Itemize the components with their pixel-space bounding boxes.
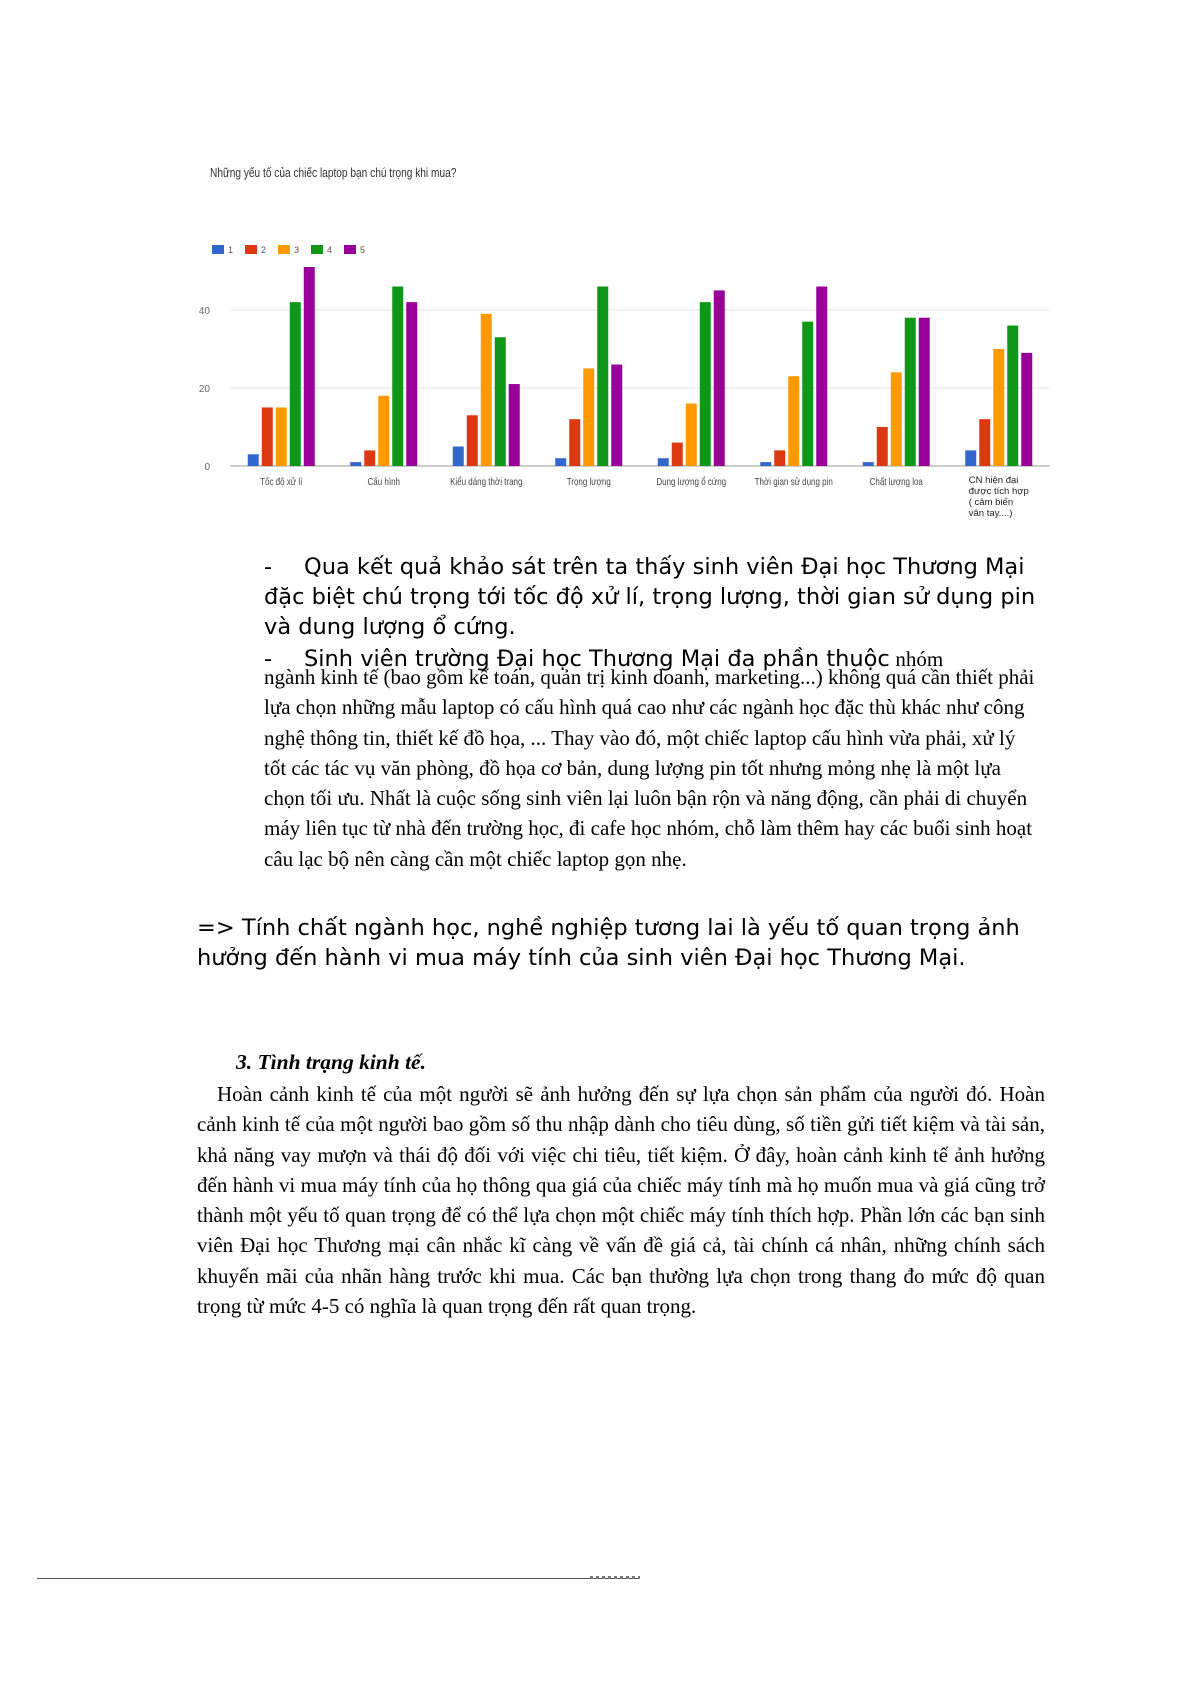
bar — [569, 419, 580, 466]
x-tick-label: Thời gian sử dụng pin — [754, 476, 833, 488]
bar — [290, 302, 301, 466]
bar — [788, 376, 799, 466]
bar — [262, 407, 273, 466]
legend-label: 3 — [294, 245, 300, 255]
bar — [700, 302, 711, 466]
bullet-2-lead: Sinh viên trường Đại học Thương Mại đa phần thuộc — [304, 646, 890, 672]
bar — [658, 458, 669, 466]
bar — [672, 443, 683, 466]
bar — [453, 446, 464, 466]
bar — [583, 368, 594, 466]
bar — [378, 396, 389, 466]
bar — [905, 318, 916, 466]
bar — [760, 462, 771, 466]
bar — [919, 318, 930, 466]
chart-title: Những yếu tố của chiếc laptop bạn chú trọng khi mua? — [210, 165, 457, 180]
y-tick-label: 20 — [198, 383, 210, 395]
bullet-1 — [264, 552, 1064, 642]
legend-swatch — [278, 245, 290, 254]
bar — [965, 450, 976, 466]
bar — [993, 349, 1004, 466]
bar — [877, 427, 888, 466]
y-tick-label: 0 — [204, 462, 210, 473]
legend-swatch — [245, 245, 257, 254]
bar — [863, 462, 874, 466]
bar — [304, 267, 315, 466]
bullet-1-text: Qua kết quả khảo sát trên ta thấy sinh viên Đại học Thương Mại đặc biệt chú trọng tới tốc độ xử lí, trọng lượng, thời gian sử dụng pin và dung lượng ổ cứng. — [264, 554, 1036, 640]
bar — [467, 415, 478, 466]
x-tick-label: Tốc độ xử lí — [260, 476, 303, 488]
legend-label: 2 — [261, 245, 267, 255]
bar — [350, 462, 361, 466]
bar — [891, 372, 902, 466]
bar — [248, 454, 259, 466]
section-body-text: Hoàn cảnh kinh tế của một người sẽ ảnh hưởng đến sự lựa chọn sản phẩm của người đó. Hoàn cảnh kinh tế của một người bao gồm số thu nhập dành cho tiêu dùng, số tiền gửi tiết kiệm và tài sản, khả năng vay mượn và thái độ đối với việc chi tiêu, tiết kiệm. Ở đây, hoàn cảnh kinh tế ảnh hưởng đến hành vi mua máy tính của họ thông qua giá của chiếc máy tính mà họ muốn mua và giá cũng trở thành một yếu tố quan trọng để có thể lựa chọn một chiếc máy tính thích hợp. Phần lớn các bạn sinh viên Đại học Thương mại cân nhắc kĩ càng về vấn đề giá cả, tài chính cá nhân, những chính sách khuyến mãi của nhãn hàng trước khi mua. Các bạn thường lựa chọn trong thang đo mức độ quan trọng từ mức 4-5 có nghĩa là quan trọng đến rất quan trọng. — [197, 1082, 1045, 1319]
section-body — [197, 1079, 1045, 1321]
footer-rule — [37, 1578, 639, 1579]
section-heading: 3. Tình trạng kinh tế. — [236, 1050, 426, 1074]
bullet-2-continuation: ngành kinh tế (bao gồm kế toán, quản trị kinh doanh, marketing...) không quá cần thiết phải lựa chọn những mẫu laptop có cấu hình quá cao như các ngành học đặc thù khác như công nghệ thông tin, thiết kế đồ họa, ... Thay vào đó, một chiếc laptop cấu hình vừa phải, xử lý tốt các tác vụ văn phòng, đồ họa cơ bản, dung lượng pin tốt nhưng mỏng nhẹ là một lựa chọn tối ưu. Nhất là cuộc sống sinh viên lại luôn bận rộn và năng động, cần phải di chuyển máy liên tục từ nhà đến trường học, đi cafe học nhóm, chỗ làm thêm hay các buổi sinh hoạt câu lạc bộ nên càng cần một chiếc laptop gọn nhẹ. — [264, 665, 1035, 871]
legend-label: 4 — [327, 245, 333, 255]
legend-swatch — [344, 245, 356, 254]
bar — [816, 287, 827, 466]
bar — [364, 450, 375, 466]
bar — [481, 314, 492, 466]
bar — [1021, 353, 1032, 466]
legend-label: 1 — [228, 245, 234, 255]
bar — [392, 287, 403, 466]
legend-swatch — [212, 245, 224, 254]
legend-label: 5 — [360, 245, 366, 255]
bar — [1007, 326, 1018, 466]
y-tick-label: 40 — [198, 305, 210, 317]
x-tick-label: Chất lượng loa — [869, 476, 923, 488]
bar — [686, 404, 697, 466]
bar — [802, 322, 813, 466]
bar — [276, 407, 287, 466]
x-tick-label: Trọng lượng — [566, 476, 611, 488]
footer-mark — [590, 1576, 640, 1579]
bar — [555, 458, 566, 466]
bar — [979, 419, 990, 466]
bullet-dash: - — [264, 646, 273, 672]
x-tick-label: Kiểu dáng thời trang — [450, 476, 523, 488]
bar — [597, 287, 608, 466]
legend-swatch — [311, 245, 323, 254]
bar — [509, 384, 520, 466]
bar — [406, 302, 417, 466]
bar — [495, 337, 506, 466]
x-tick-label: Dung lượng ổ cứng — [656, 476, 727, 488]
bar — [714, 290, 725, 466]
bar-chart — [200, 245, 1060, 530]
conclusion: => Tính chất ngành học, nghề nghiệp tương lai là yếu tố quan trọng ảnh hưởng đến hành vi mua máy tính của sinh viên Đại học Thương Mại. — [197, 915, 1020, 971]
bar — [611, 365, 622, 466]
bar — [774, 450, 785, 466]
bullet-2-lead-serif: nhóm — [895, 647, 944, 671]
x-tick-label: CN hiện đại được tích hợp ( cảm biến vân tay....) — [968, 475, 1029, 519]
bullet-dash: - — [264, 554, 273, 580]
x-tick-label: Cấu hình — [367, 476, 400, 488]
